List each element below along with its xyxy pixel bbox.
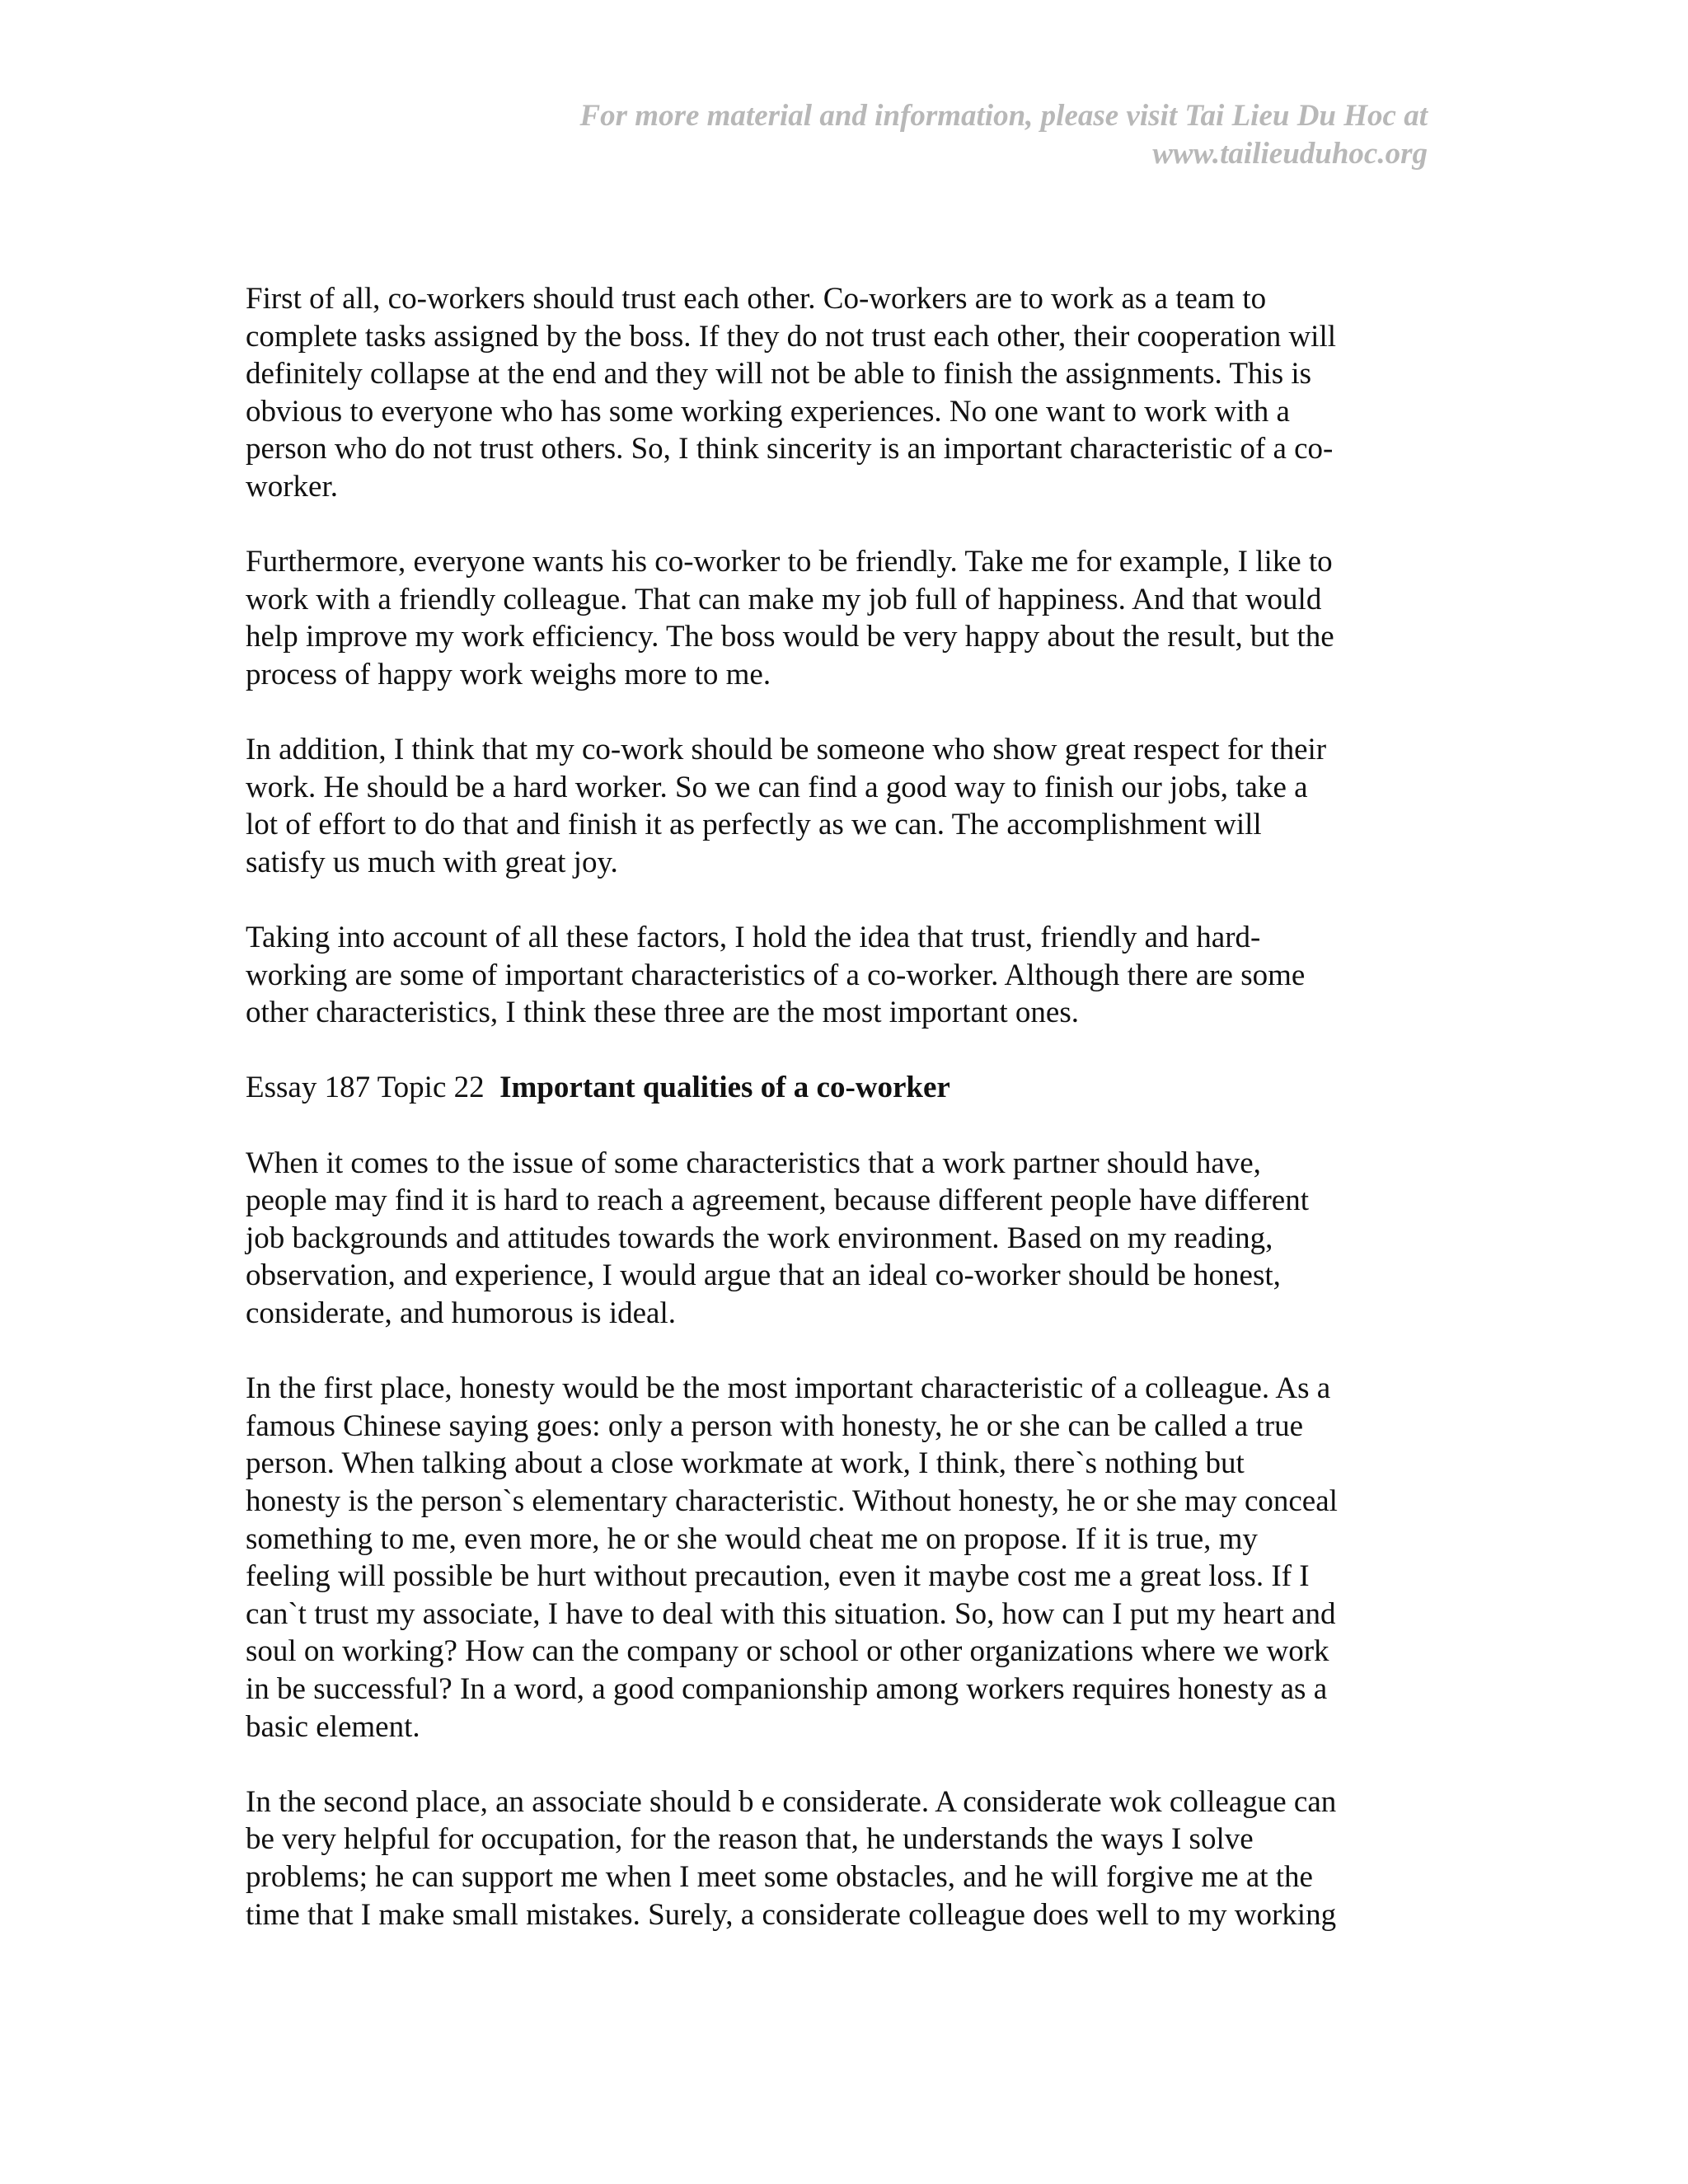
essay-title: Important qualities of a co-worker (499, 1071, 950, 1105)
paragraph-considerate: In the second place, an associate should b e considerate. A considerate wok colleague can be very helpful for occupation, for the reason that, he understands the ways I solve problems; he can support me when I meet some obstacles, and he will forgive me at the time that I make small mistakes. Surely, a considerate colleague does well to my working (246, 1784, 1337, 1932)
header-url: www.tailieuduhoc.org (1152, 137, 1428, 171)
header-line-1: For more material and information, please visit Tai Lieu Du Hoc at (579, 99, 1428, 133)
page-header (274, 97, 1428, 173)
paragraph-conclusion: Taking into account of all these factors, I hold the idea that trust, friendly and hard- working are some of important characteristics of a co-worker. Although there are some other characteristics, I think these three are the most important ones. (246, 921, 1306, 1030)
paragraph-respect: In addition, I think that my co-work should be someone who show great respect for their work. He should be a hard worker. So we can find a good way to finish our jobs, take a lot of effort to do that and finish it as perfectly as we can. The accomplishment will satisfy us much with great joy. (246, 733, 1327, 879)
essay-number: Essay 187 Topic 22 (246, 1071, 485, 1105)
document-body (246, 280, 1432, 1971)
paragraph-friendly: Furthermore, everyone wants his co-worker to be friendly. Take me for example, I like to work with a friendly colleague. That can make my job full of happiness. And that would help improve my work efficiency. The boss would be very happy about the result, but the process of happy work weighs more to me. (246, 545, 1334, 691)
essay-heading (246, 1069, 1432, 1107)
paragraph-honesty: In the first place, honesty would be the most important characteristic of a colleague. As a famous Chinese saying goes: only a person with honesty, he or she can be called a true person. When talking about a close workmate at work, I think, there`s nothing but honesty is the person`s elementary characteristic. Without honesty, he or she may conceal something to me, even more, he or she would cheat me on propose. If it is true, my feeling will possible be hurt without precaution, even it maybe cost me a great loss. If I can`t trust my associate, I have to deal with this situation. So, how can I put my heart and soul on working? How can the company or school or other organizations where we work in be successful? In a word, a good companionship among workers requires honesty as a basic element. (246, 1371, 1338, 1744)
paragraph-intro: When it comes to the issue of some characteristics that a work partner should have, people may find it is hard to reach a agreement, because different people have different job backgrounds and attitudes towards the work environment. Based on my reading, observation, and experience, I would argue that an ideal co-worker should be honest, considerate, and humorous is ideal. (246, 1146, 1309, 1331)
paragraph-trust: First of all, co-workers should trust each other. Co-workers are to work as a team to complete tasks assigned by the boss. If they do not trust each other, their cooperation will definitely collapse at the end and they will not be able to finish the assignments. This is obvious to everyone who has some working experiences. No one want to work with a person who do not trust others. So, I think sincerity is an important characteristic of a co- worker. (246, 282, 1337, 504)
